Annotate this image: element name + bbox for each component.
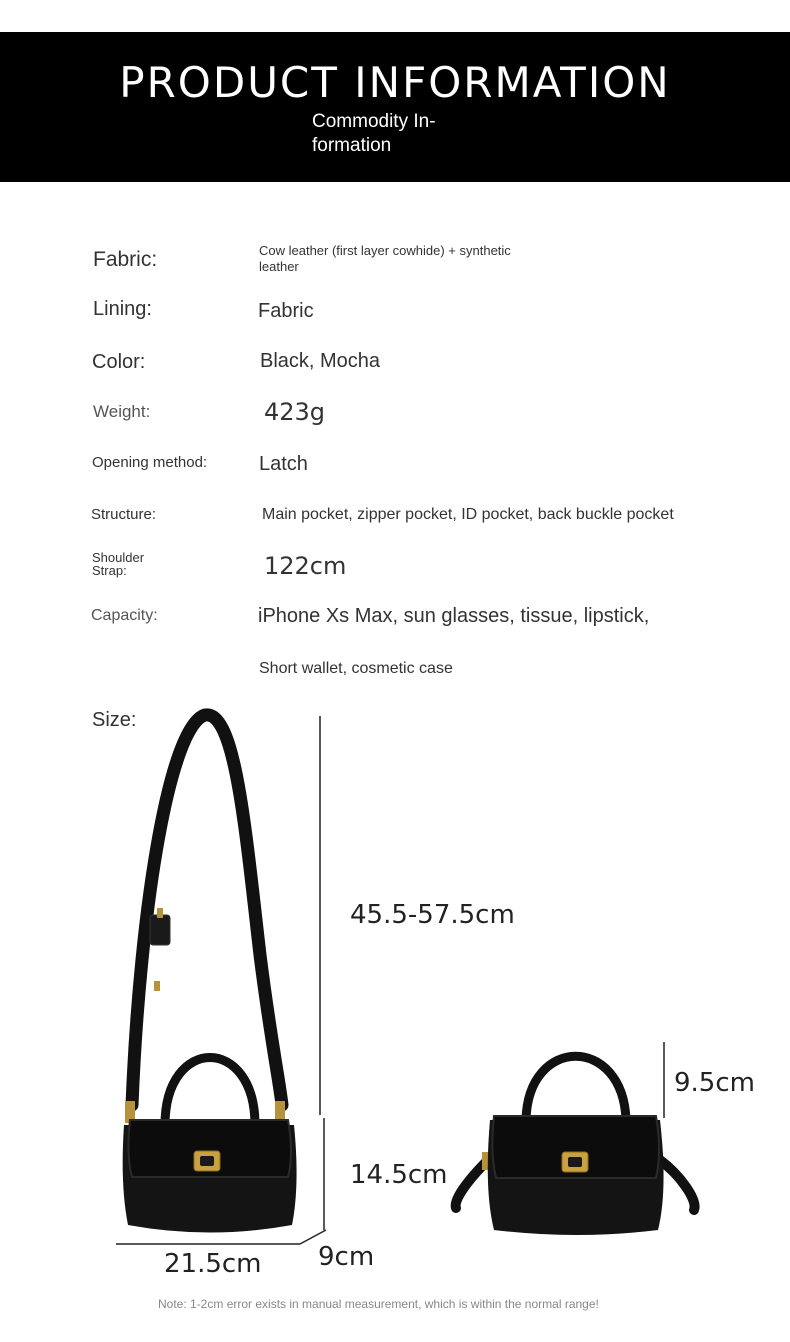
weight-label: Weight: bbox=[93, 402, 151, 421]
capacity-label: Capacity: bbox=[91, 607, 158, 624]
fabric-value-line-1: Cow leather (first layer cowhide) + synthetic bbox=[259, 243, 511, 258]
page-subtitle bbox=[312, 110, 462, 158]
capacity-value-line-1: iPhone Xs Max, sun glasses, tissue, lipstick, bbox=[258, 605, 650, 627]
color-value: Black, Mocha bbox=[260, 350, 381, 372]
page-title: PRODUCT INFORMATION bbox=[119, 58, 671, 107]
lining-label: Lining: bbox=[93, 298, 152, 320]
opening-method-label: Opening method: bbox=[92, 454, 208, 471]
measurement-note: Note: 1-2cm error exists in manual measurement, which is within the normal range! bbox=[158, 1297, 599, 1311]
dimension-lines bbox=[110, 710, 340, 1270]
handle-height-line bbox=[660, 1040, 670, 1120]
depth-dimension: 9cm bbox=[318, 1242, 375, 1272]
subtitle-line-2: formation bbox=[312, 135, 392, 156]
subtitle-line-1: Commodity In- bbox=[312, 111, 436, 132]
fabric-label: Fabric: bbox=[93, 248, 158, 271]
capacity-value-line-2: Short wallet, cosmetic case bbox=[259, 660, 453, 677]
shoulder-strap-label bbox=[92, 551, 144, 577]
structure-value: Main pocket, zipper pocket, ID pocket, back buckle pocket bbox=[262, 506, 674, 523]
weight-value: 423g bbox=[264, 398, 326, 426]
fabric-value bbox=[259, 243, 511, 275]
strap-label-line-1: Shoulder bbox=[92, 550, 145, 565]
height-dimension: 14.5cm bbox=[350, 1160, 448, 1190]
size-label: Size: bbox=[92, 709, 137, 731]
shoulder-strap-value: 122cm bbox=[264, 552, 347, 580]
header-banner bbox=[0, 32, 790, 182]
strap-length-dimension: 45.5-57.5cm bbox=[350, 900, 515, 930]
strap-label-line-2: Strap: bbox=[92, 563, 127, 578]
fabric-value-line-2: leather bbox=[259, 259, 299, 274]
lining-value: Fabric bbox=[258, 300, 314, 322]
color-label: Color: bbox=[92, 351, 146, 373]
handle-height-dimension: 9.5cm bbox=[674, 1068, 755, 1098]
opening-method-value: Latch bbox=[259, 453, 308, 475]
width-dimension: 21.5cm bbox=[164, 1249, 262, 1279]
structure-label: Structure: bbox=[91, 506, 157, 523]
